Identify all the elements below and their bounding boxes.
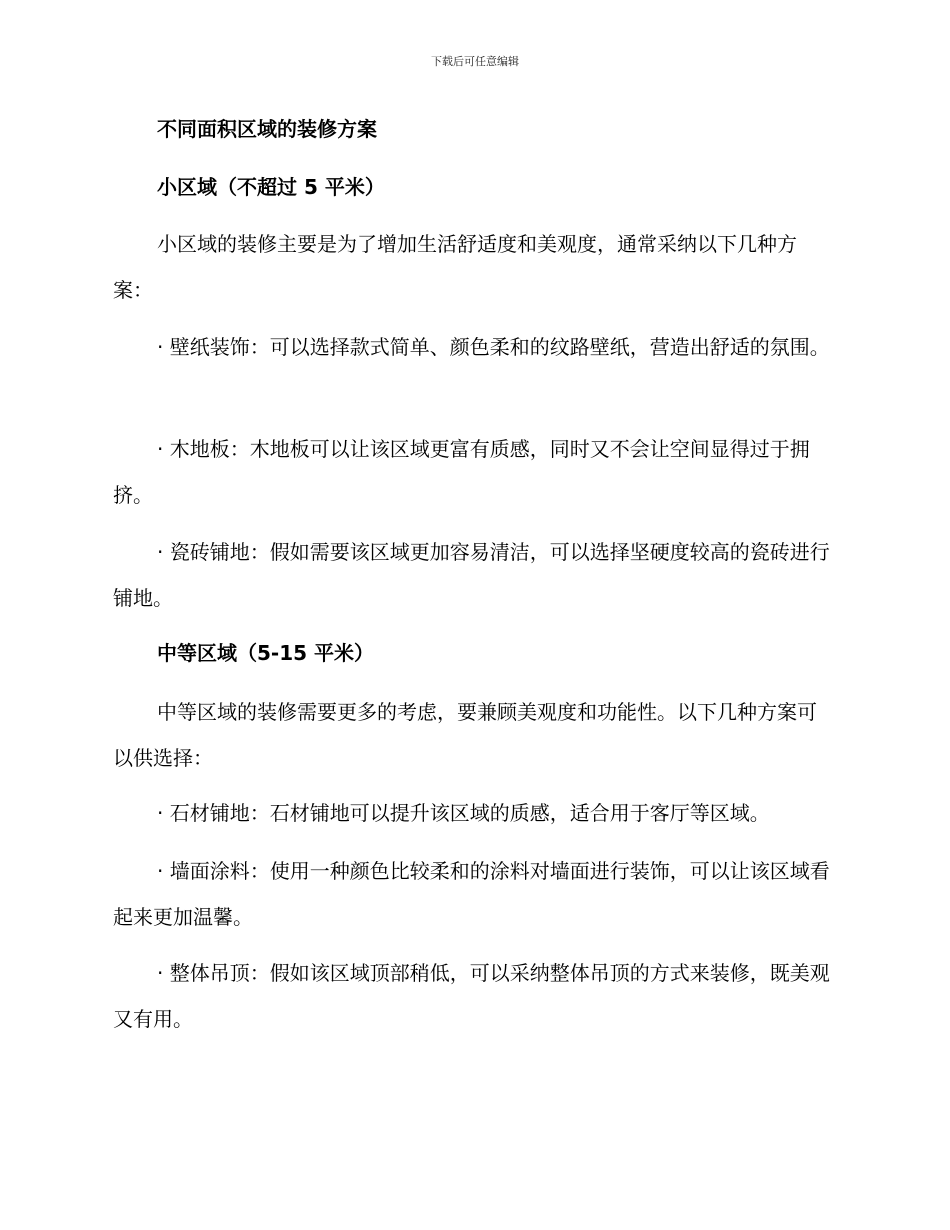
list-item: · 整体吊顶：假如该区域顶部稍低，可以采纳整体吊顶的方式来装修，既美观又有用。 (113, 961, 830, 1031)
list-item: · 壁纸装饰：可以选择款式简单、颜色柔和的纹路壁纸，营造出舒适的氛围。 (157, 335, 830, 359)
list-item: · 木地板：木地板可以让该区域更富有质感，同时又不会让空间显得过于拥挤。 (113, 437, 810, 507)
list-item: · 瓷砖铺地：假如需要该区域更加容易清洁，可以选择坚硬度较高的瓷砖进行铺地。 (113, 540, 830, 610)
list-item: · 石材铺地：石材铺地可以提升该区域的质感，适合用于客厅等区域。 (157, 801, 770, 825)
section-heading-small: 小区域（不超过 5 平米） (157, 175, 385, 199)
section-intro-small: 小区域的装修主要是为了增加生活舒适度和美观度，通常采纳以下几种方案： (113, 232, 797, 302)
section-intro-medium: 中等区域的装修需要更多的考虑，要兼顾美观度和功能性。以下几种方案可以供选择： (113, 700, 817, 770)
document-title: 不同面积区域的装修方案 (157, 117, 377, 141)
section-heading-medium: 中等区域（5-15 平米） (157, 641, 375, 665)
header-note: 下载后可任意编辑 (431, 55, 519, 68)
list-item: · 墙面涂料：使用一种颜色比较柔和的涂料对墙面进行装饰，可以让该区域看起来更加温馨。 (113, 859, 830, 929)
